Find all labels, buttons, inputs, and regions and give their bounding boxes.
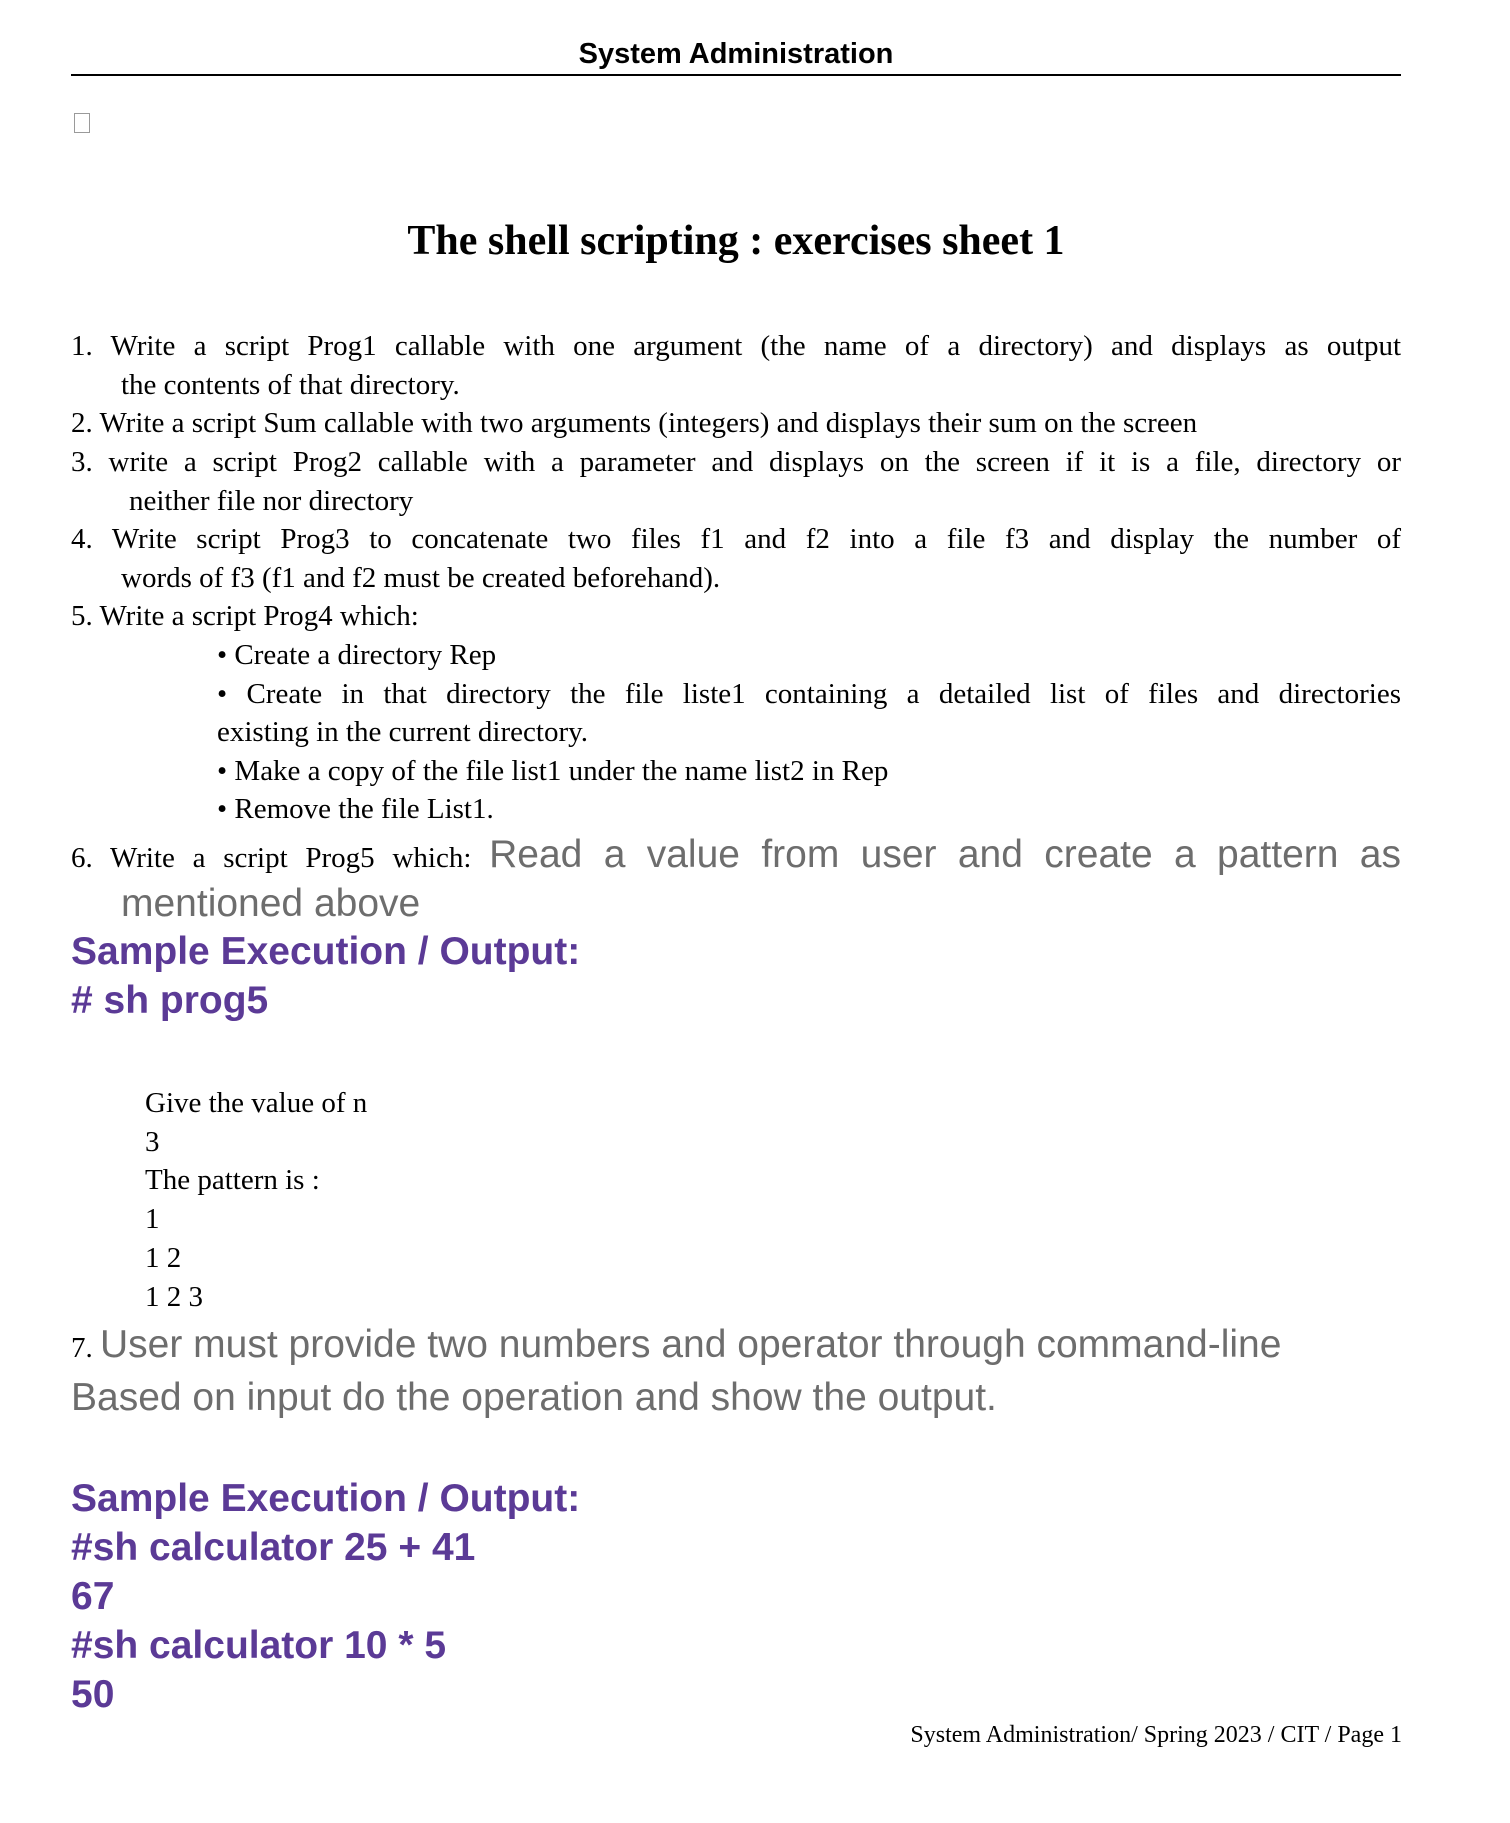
- output-line: 1: [145, 1203, 160, 1236]
- exercise-6-prefix: 6. Write a script Prog5 which:: [71, 842, 490, 874]
- sample-1-heading: Sample Execution / Output:: [71, 930, 581, 973]
- sample-2-heading: Sample Execution / Output:: [71, 1477, 581, 1520]
- exercise-4-line-1: 4. Write script Prog3 to concatenate two files f1 and f2 into a file f3 and display the number of: [71, 523, 1401, 555]
- exercise-5-bullets: [217, 636, 1401, 829]
- exercise-7-line-1: [71, 1320, 1401, 1373]
- output-line: Give the value of n: [145, 1087, 368, 1119]
- sample-1-command: # sh prog5: [71, 979, 269, 1022]
- list-item: • Create in that directory the file liste1 containing a detailed list of files and directories: [217, 677, 1401, 710]
- sample-2-line: #sh calculator 25 + 41: [71, 1526, 476, 1569]
- exercise-3: [71, 443, 1401, 520]
- list-item: • Create a directory Rep: [217, 639, 497, 671]
- exercise-1-line-1: 1. Write a script Prog1 callable with one argument (the name of a directory) and displays as output: [71, 330, 1401, 362]
- exercise-1-line-2: the contents of that directory.: [121, 368, 460, 401]
- output-line: 3: [145, 1125, 160, 1158]
- exercise-4-line-2: words of f3 (f1 and f2 must be created beforehand).: [121, 561, 721, 594]
- exercise-7: [71, 1320, 1401, 1423]
- exercise-5: [71, 597, 1401, 636]
- list-item: existing in the current directory.: [217, 716, 588, 748]
- exercise-2-line-1: 2. Write a script Sum callable with two arguments (integers) and displays their sum on the screen: [71, 407, 1198, 439]
- sample-2-line: 50: [71, 1673, 115, 1716]
- exercise-6: [71, 832, 1401, 927]
- exercise-3-line-2: neither file nor directory: [129, 484, 414, 517]
- exercise-2: [71, 404, 1401, 443]
- output-line: 1 2 3: [145, 1280, 203, 1313]
- list-item: • Make a copy of the file list1 under the name list2 in Rep: [217, 754, 889, 787]
- exercise-7-line-2: Based on input do the operation and show the output.: [71, 1376, 997, 1419]
- exercise-1: [71, 327, 1401, 404]
- page-title: The shell scripting : exercises sheet 1: [407, 218, 1065, 264]
- page-header: System Administration: [578, 38, 894, 70]
- list-item: • Remove the file List1.: [217, 793, 494, 825]
- sample-1-output: [145, 1084, 367, 1316]
- output-line: 1 2: [145, 1241, 182, 1274]
- output-line: The pattern is :: [145, 1164, 320, 1197]
- exercise-3-line-1: 3. write a script Prog2 callable with a parameter and displays on the screen if it is a file, directory or: [71, 446, 1401, 478]
- exercise-7-text: User must provide two numbers and operator through command-line: [100, 1323, 1282, 1366]
- exercise-6-line-2: mentioned above: [121, 882, 421, 925]
- exercise-6-line-1: [71, 832, 1401, 881]
- exercise-7-prefix: 7.: [71, 1332, 100, 1364]
- sample-2-line: #sh calculator 10 * 5: [71, 1624, 447, 1667]
- header-divider: [71, 74, 1401, 76]
- exercise-5-line-1: 5. Write a script Prog4 which:: [71, 600, 419, 632]
- exercise-4: [71, 520, 1401, 597]
- placeholder-glyph-icon: [74, 113, 90, 133]
- sample-2-line: 67: [71, 1575, 115, 1618]
- page-footer: System Administration/ Spring 2023 / CIT / Page 1: [910, 1722, 1402, 1748]
- exercise-6-text: Read a value from user and create a pattern as: [489, 833, 1401, 876]
